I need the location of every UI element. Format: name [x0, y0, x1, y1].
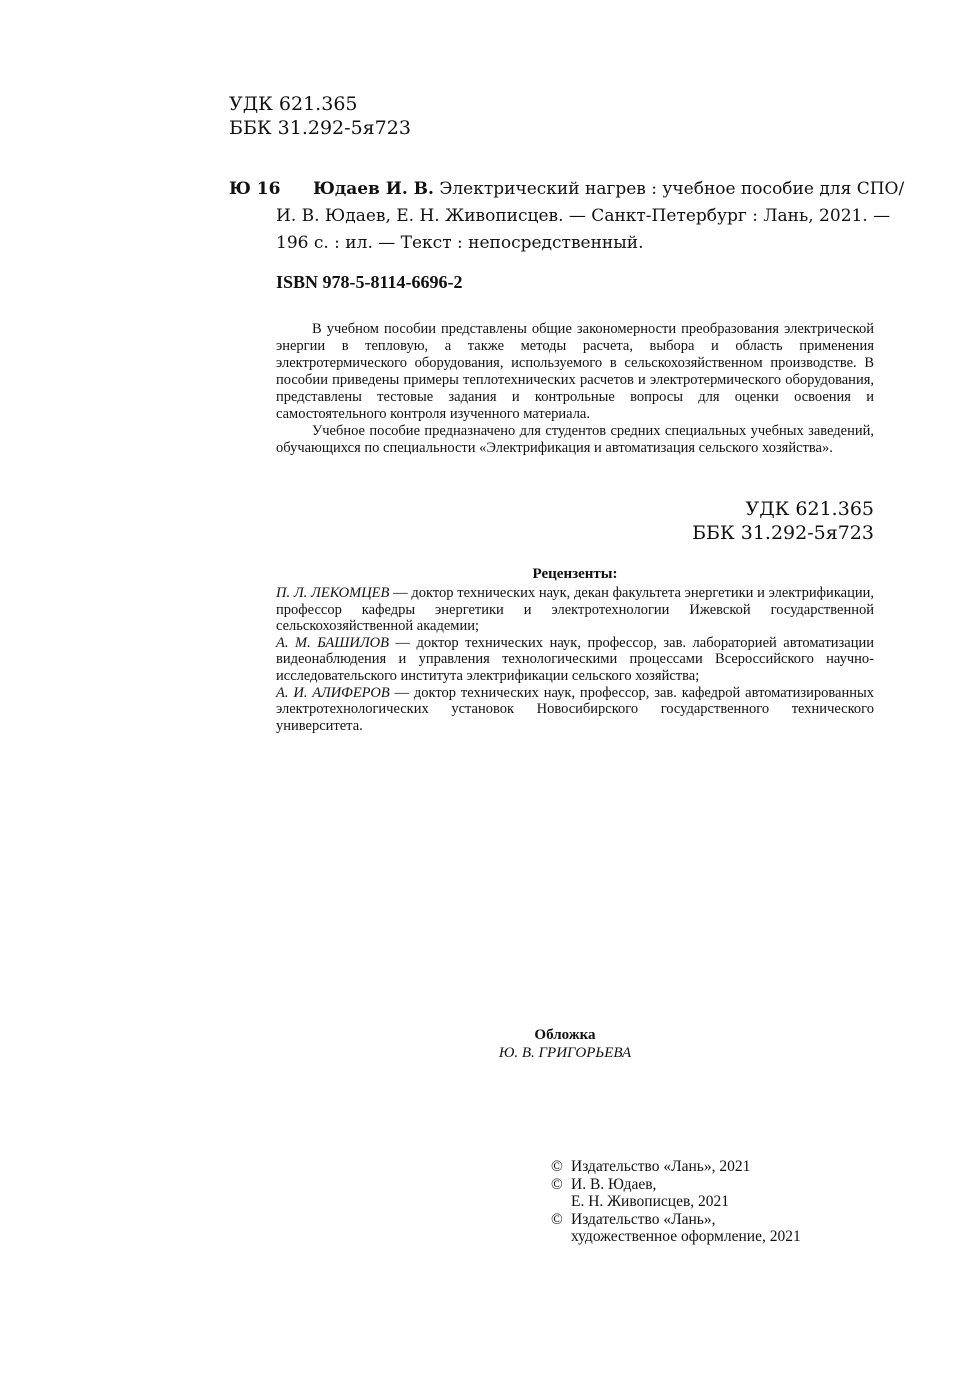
catalog-author: Юдаев И. В. — [313, 179, 434, 199]
copyright-text: Издательство «Лань», — [571, 1210, 716, 1228]
udk-code-right: УДК 621.365 — [745, 498, 874, 520]
copyright-line — [551, 1211, 801, 1229]
author-mark: Ю 16 — [229, 179, 281, 199]
abstract-paragraph-2: Учебное пособие предназначено для студентов средних специальных учебных заведений, обучающихся по специальности «Электрификация и автоматизация сельского хозяйства». — [276, 423, 874, 456]
reviewers-list — [276, 585, 874, 734]
catalog-line-3: 196 с. : ил. — Текст : непосредственный. — [276, 233, 644, 253]
reviewer-description: — доктор технических наук, декан факультета энергетики и электрификации, профессор кафедры энергетики и электротехнологии Ижевской государственной сельскохозяйственной академии; — [276, 585, 874, 635]
abstract-paragraph-1: В учебном пособии представлены общие закономерности преобразования электрической энергии в тепловую, а также методы расчета, выбора и область применения электротермического оборудования, используемого в сельскохозяйственном производстве. В пособии приведены примеры теплотехнических расчетов и электротермического оборудования, представлены тестовые задания и контрольные вопросы для оценки освоения и самостоятельного контроля изученного материала. — [276, 321, 874, 422]
copyright-line-continued: художественное оформление, 2021 — [571, 1228, 801, 1245]
catalog-line-2: И. В. Юдаев, Е. Н. Живописцев. — Санкт-Петербург : Лань, 2021. — — [276, 206, 891, 226]
reviewer-name: А. М. БАШИЛОВ — [276, 634, 389, 651]
reviewer-name: А. И. АЛИФЕРОВ — [276, 684, 390, 701]
catalog-line-1 — [229, 176, 905, 203]
udk-block-right — [600, 497, 874, 545]
udk-code: УДК 621.365 — [229, 93, 358, 115]
isbn: ISBN 978-5-8114-6696-2 — [276, 272, 463, 292]
reviewer-description: — доктор технических наук, профессор, зав. кафедрой автоматизированных электротехнологических установок Новосибирского государственного технического университета. — [276, 684, 875, 734]
copyright-text: Издательство «Лань», 2021 — [571, 1158, 751, 1175]
reviewers-title: Рецензенты: — [532, 566, 618, 582]
copyright-icon: © — [551, 1158, 563, 1175]
abstract — [276, 321, 874, 457]
copyright-block — [551, 1158, 801, 1246]
reviewer-entry — [276, 635, 874, 685]
copyright-text: И. В. Юдаев, — [571, 1175, 657, 1193]
cover-credit — [420, 1026, 710, 1062]
copyright-line — [551, 1176, 801, 1194]
reviewer-entry — [276, 685, 874, 735]
bbk-code-right: ББК 31.292-5я723 — [692, 522, 874, 544]
catalog-entry — [229, 176, 905, 257]
bbk-code: ББК 31.292-5я723 — [229, 117, 411, 139]
copyright-icon: © — [551, 1175, 563, 1193]
copyright-line — [551, 1158, 801, 1176]
copyright-line-continued: Е. Н. Живописцев, 2021 — [571, 1193, 730, 1210]
catalog-title: Электрический нагрев : учебное пособие для СПО/ — [433, 179, 905, 199]
reviewer-entry — [276, 585, 874, 635]
cover-designer: Ю. В. ГРИГОРЬЕВА — [498, 1045, 632, 1061]
reviewer-name: П. Л. ЛЕКОМЦЕВ — [276, 585, 390, 601]
reviewer-description: — доктор технических наук, профессор, зав. лабораторией автоматизации видеонаблюдения и управления технологическими процессами Всероссийского научно-исследовательского института электрификации сельского хозяйства; — [276, 634, 874, 684]
copyright-icon: © — [551, 1210, 563, 1228]
cover-label: Обложка — [534, 1027, 596, 1043]
udk-block-top — [229, 92, 411, 140]
